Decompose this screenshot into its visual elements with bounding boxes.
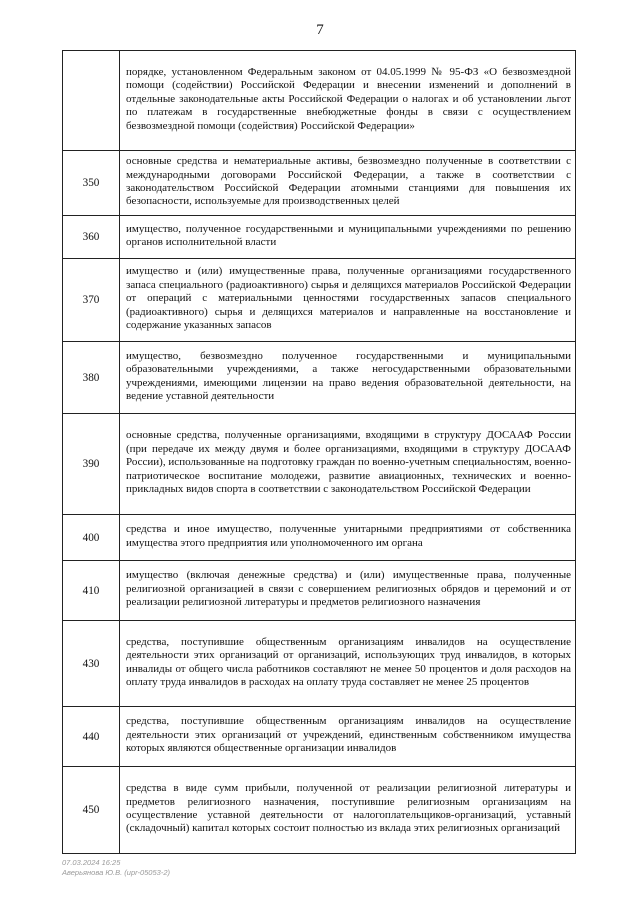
row-text: имущество и (или) имущественные права, полученные организациями государственного запаса специального (радиоактивного) сырья и делящихся материалов Российской Федерации от операций с материальными ценностями государственных запасов специального (радиоактивного) сырья и делящихся материалов и направленные на восстановление и содержание указанных запасов (120, 259, 576, 342)
footer-timestamp: 07.03.2024 16:25 (62, 858, 121, 867)
table-row (63, 767, 576, 854)
row-code: 370 (63, 259, 120, 342)
classification-table (62, 50, 576, 854)
row-code: 400 (63, 515, 120, 561)
table-row (63, 621, 576, 707)
row-code: 450 (63, 767, 120, 854)
row-code: 390 (63, 414, 120, 515)
row-text: средства и иное имущество, полученные унитарными предприятиями от собственника имущества этого предприятия или уполномоченного им органа (120, 515, 576, 561)
row-text: имущество (включая денежные средства) и (или) имущественные права, полученные религиозной организацией в связи с совершением религиозных обрядов и церемоний и от реализации религиозной литературы и предметов религиозного назначения (120, 561, 576, 621)
table-row (63, 51, 576, 151)
document-footer (62, 858, 170, 878)
row-text: имущество, полученное государственными и муниципальными учреждениями по решению органов исполнительной власти (120, 216, 576, 259)
table-row (63, 707, 576, 767)
row-code: 360 (63, 216, 120, 259)
row-text: средства в виде сумм прибыли, полученной от реализации религиозной литературы и предметов религиозного назначения, поступившие религиозным организациям на осуществление уставной деятельности от налогоплательщиков-организаций, уставный (складочный) капитал которых состоит полностью из вклада этих религиозных организаций (120, 767, 576, 854)
row-text: порядке, установленном Федеральным законом от 04.05.1999 № 95-ФЗ «О безвозмездной помощи (содействии) Российской Федерации и внесении изменений и дополнений в отдельные законодательные акты Российской Федерации о налогах и об установлении льгот по платежам в государственные внебюджетные фонды в связи с осуществлением безвозмездной помощи (содействия) Российской Федерации» (120, 51, 576, 151)
row-text: средства, поступившие общественным организациям инвалидов на осуществление деятельности этих организаций от учреждений, единственным собственником имущества которых являются общественные организации инвалидов (120, 707, 576, 767)
row-text: имущество, безвозмездно полученное государственными и муниципальными образовательными учреждениями, а также негосударственными образовательными учреждениями, имеющими лицензии на право ведения образовательной деятельности, на ведение уставной деятельности (120, 342, 576, 414)
page-number: 7 (316, 22, 324, 38)
table-row (63, 342, 576, 414)
row-code: 430 (63, 621, 120, 707)
row-code (63, 51, 120, 151)
table-row (63, 515, 576, 561)
table-row (63, 414, 576, 515)
table-row (63, 561, 576, 621)
row-text: основные средства, полученные организациями, входящими в структуру ДОСААФ России (при передаче их между двумя и более организациями, входящими в структуру ДОСААФ России), использованные на подготовку граждан по военно-учетным специальностям, военно-патриотическое воспитание молодежи, развитие авиационных, технических и военно-прикладных видов спорта в соответствии с законодательством Российской Федерации (120, 414, 576, 515)
row-text: основные средства и нематериальные активы, безвозмездно полученные в соответствии с международными договорами Российской Федерации, а также в соответствии с законодательством Российской Федерации атомными станциями для повышения их безопасности, используемые для производственных целей (120, 151, 576, 216)
row-code: 380 (63, 342, 120, 414)
table-row (63, 259, 576, 342)
row-code: 410 (63, 561, 120, 621)
footer-author: Аверьянова Ю.В. (upr-05053-2) (62, 868, 170, 877)
row-code: 440 (63, 707, 120, 767)
row-text: средства, поступившие общественным организациям инвалидов на осуществление деятельности этих организаций от организаций, использующих труд инвалидов, в которых инвалиды от общего числа работников составляют не менее 50 процентов и доля расходов на оплату труда инвалидов в расходах на оплату труда составляет не менее 25 процентов (120, 621, 576, 707)
row-code: 350 (63, 151, 120, 216)
table-row (63, 216, 576, 259)
table-row (63, 151, 576, 216)
